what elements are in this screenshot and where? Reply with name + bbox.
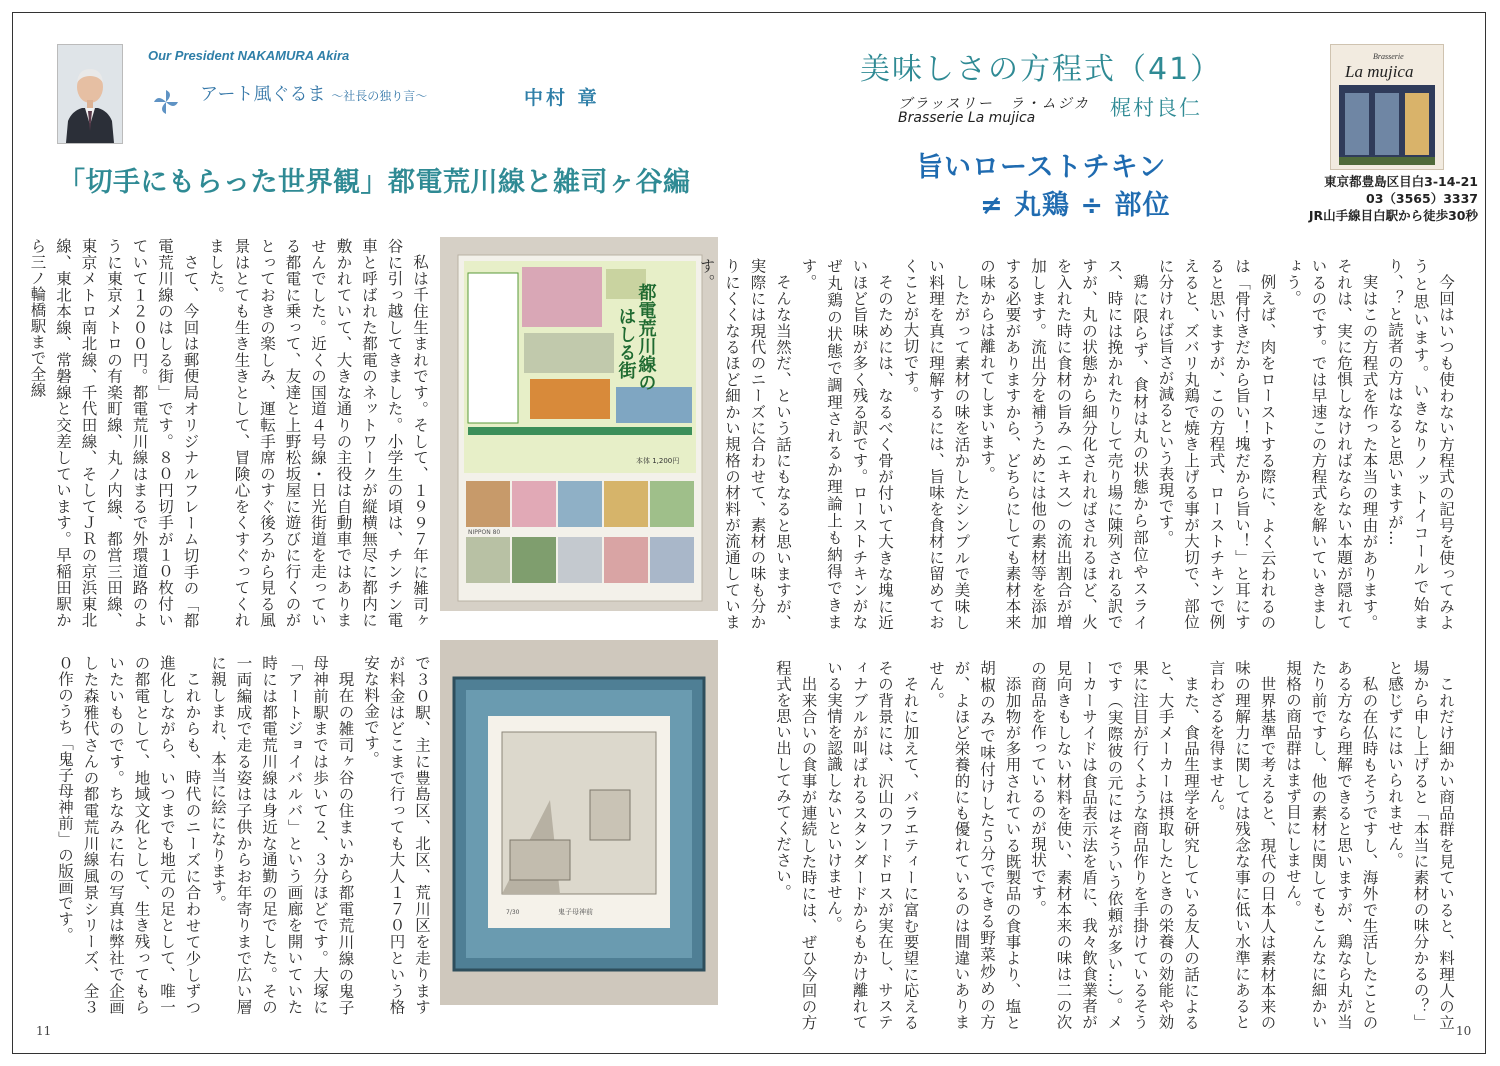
paragraph: これからも、時代のニーズに合わせて少しずつ進化しながら、いつまでも地元の足として、唯一の都電として、地域文化として、生き残ってもらいたいものです。ちなみに右の写真は弊社で企画した森雅代さんの都電荒川線風景シリーズ、全３０作のうち「鬼子母神前」の版画です。: [56, 655, 202, 1015]
stamp-sheet-photo: [440, 237, 718, 611]
paragraph: これだけ細かい商品群を見ていると、料理人の立場から申し上げると「本当に素材の味分かるの？」と感じずにはいられません。: [1386, 660, 1455, 1030]
logo-main: La mujica: [1345, 62, 1414, 81]
paragraph: さて、今回は郵便局オリジナルフレーム切手の「都電荒川線のはしる街」です。８０円切手が１０枚付いていて１２００円。都電荒川線はまるで外環道路のように東京メトロの有楽町線、丸ノ内線、都営三田線、東京メトロ南北線、千代田線、そしてＪＲの京浜東北線、東北本線、常磐線と交差しています。早稲田駅から三ノ輪橋駅まで全線: [28, 238, 200, 628]
paragraph: そのためには、なるべく骨が付いて大きな塊に近いほど旨味が多く残る訳です。ローストチキンがなぜ丸鶏の状態で調理されるか理論上も納得できます。: [799, 258, 894, 630]
right-body-bottom: [774, 660, 1458, 1030]
left-headline: 「切手にもらった世界観」都電荒川線と雑司ヶ谷編: [58, 167, 691, 198]
paragraph: 世界基準で考えると、現代の日本人は素材本来の味の理解力に関しては残念な事に低い水準にあると言わざるを得ません。: [1207, 660, 1277, 1030]
paragraph: 現在の雑司ヶ谷の住まいから都電荒川線の鬼子母神前駅までは歩いて２、３分ほどです。大塚に「アートジョイバルバ」という画廊を開いていた時には都電荒川線は身近な通勤の足でした。その一両編成で走る姿は子供からお年寄りまで広い層に親しまれ、本当に絵になります。: [209, 655, 355, 1015]
stamp-sheet-price: 本体 1,200円: [636, 457, 680, 465]
print-sign: 7/30: [506, 909, 520, 916]
paragraph: 例えば、肉をローストする際に、よく云われるのは「骨付きだから旨い！塊だから旨い！」と耳にすると思いますが、この方程式、ローストチキンで例えると、ズバリ丸鶏で焼き上げる事が大切で、部位に分ければ旨さが減るという表現です。: [1156, 258, 1277, 631]
paragraph: 添加物が多用されている既製品の食事より、塩と胡椒のみで味付けした５分でできる野菜炒めの方が、よほど栄養的にも優れているのは間違いありません。: [927, 660, 1022, 1030]
shop-name-ja: ブラッスリー ラ・ムジカ: [898, 96, 1090, 112]
paragraph: したがって素材の味を活かしたシンプルで美味しい料理を真に理解するには、旨味を食材に留めておくことが大切です。: [901, 258, 971, 630]
paragraph: 私は千住生まれです。そして、１９９７年に雑司ヶ谷に引っ越してきました。小学生の頃は、チンチン電車と呼ばれた都電のネットワークが縦横無尽に都内に敷かれていて、大きな通りの主役は自動車ではありませんでした。近くの国道４号線・日光街道を走っている都電に乗って、友達と上野松坂屋に遊びに行くのがとっておきの楽しみ、運転手席のすぐ後ろから見る風景はとても生き生きとして、冒険心をくすぐってくれました。: [207, 238, 429, 628]
stamp-sheet-title-2: はしる街: [615, 307, 637, 379]
print-caption: 鬼子母神前: [558, 908, 593, 916]
president-label: Our President NAKAMURA Akira: [148, 48, 350, 63]
pinwheel-icon: [152, 88, 180, 116]
subtitle-line-1: 旨いローストチキン: [916, 152, 1167, 183]
logo-small: Brasserie: [1373, 52, 1404, 61]
paragraph: で３０駅、主に豊島区、北区、荒川区を走りますが料金はどこまで行っても大人１７０円という格安な料金です。: [362, 655, 431, 1015]
right-body-top: [697, 258, 1458, 631]
paragraph: また、食品生理学を研究している友人の話によると、大手メーカーは摂取したときの栄養の効能や効果に注目が行くような商品作りを手掛けているそうです（実際彼の元にはそういう依頼が多い…）。メーカーサイドは食品表示法を盾に、我々飲食業者が見向きもしない材料を使い、素材本来の味は二の次の商品を作っているのが現状です。: [1029, 660, 1200, 1030]
series-subtitle: ～社長の独り言～: [331, 89, 428, 103]
right-author: 梶村良仁: [1110, 96, 1202, 120]
column-title: 美味しさの方程式（41）: [860, 52, 1223, 87]
left-author: 中村 章: [524, 87, 600, 109]
shop-phone: 03（3565）3337: [1366, 191, 1478, 206]
paragraph: 鶏に限らず、食材は丸の状態から部位やスライス、時には挽かれたりして売り場に陳列される訳ですが、丸の状態から細分化されればされるほど、火を入れた時に食材の旨み（エキス）の流出割合が増加します。流出分を補うためには他の素材等を添加する必要がありますから、どちらにしても素材本来の味からは離れてしまいます。: [978, 258, 1149, 630]
paragraph: 今回はいつも使わない方程式の記号を使ってみようと思います。いきなりノットイコールで始まり、？と読者の方はなると思いますが…: [1386, 258, 1455, 631]
shop-name-en: Brasserie La mujica: [898, 110, 1036, 126]
paragraph: それに加えて、バラエティーに富む要望に応えるその背景には、沢山のフードロスが実在し、サスティナブルが叫ばれるスタンダードからもかけ離れている実情を認識しないといけません。: [825, 660, 920, 1030]
paragraph: 私の在仏時もそうですし、海外で生活したことのある方なら理解できると思いますが、鶏なら丸が当たり前ですし、他の素材に関してもこんなに細かい規格の商品群はまず目にしません。: [1284, 660, 1379, 1030]
left-body-bottom: [52, 655, 434, 1015]
stamp-sheet-title: 都電荒川線の: [635, 283, 657, 391]
series-title: [200, 80, 427, 106]
paragraph: そんな当然だ、という話にもなると思いますが、実際には現代のニーズに合わせて、素材の味も分かりにくくなるほど細かい規格の材料が流通しています。: [697, 258, 792, 630]
series-title-main: アート風ぐるま: [200, 84, 326, 105]
framed-print-photo: [440, 640, 718, 1005]
left-page-number: 11: [36, 1024, 52, 1038]
stamp-face: NIPPON 80: [468, 529, 501, 536]
subtitle-line-2: ≠ 丸鶏 ÷ 部位: [980, 190, 1171, 221]
shop-address: 東京都豊島区目白3-14-21: [1324, 174, 1478, 189]
shop-logo: [1330, 44, 1444, 170]
paragraph: 出来合いの食事が連続した時には、ぜひ今回の方程式を思い出してみてください。: [774, 660, 818, 1030]
right-page-number: 10: [1456, 1024, 1472, 1038]
paragraph: 実はこの方程式を作った本当の理由があります。それは、実に危惧しなければならない本題が隠れているのです。では早速この方程式を解いていきましょう。: [1284, 258, 1379, 630]
shop-access: JR山手線目白駅から徒歩30秒: [1308, 208, 1478, 223]
president-photo: [57, 44, 123, 144]
left-body-top: [28, 238, 432, 628]
